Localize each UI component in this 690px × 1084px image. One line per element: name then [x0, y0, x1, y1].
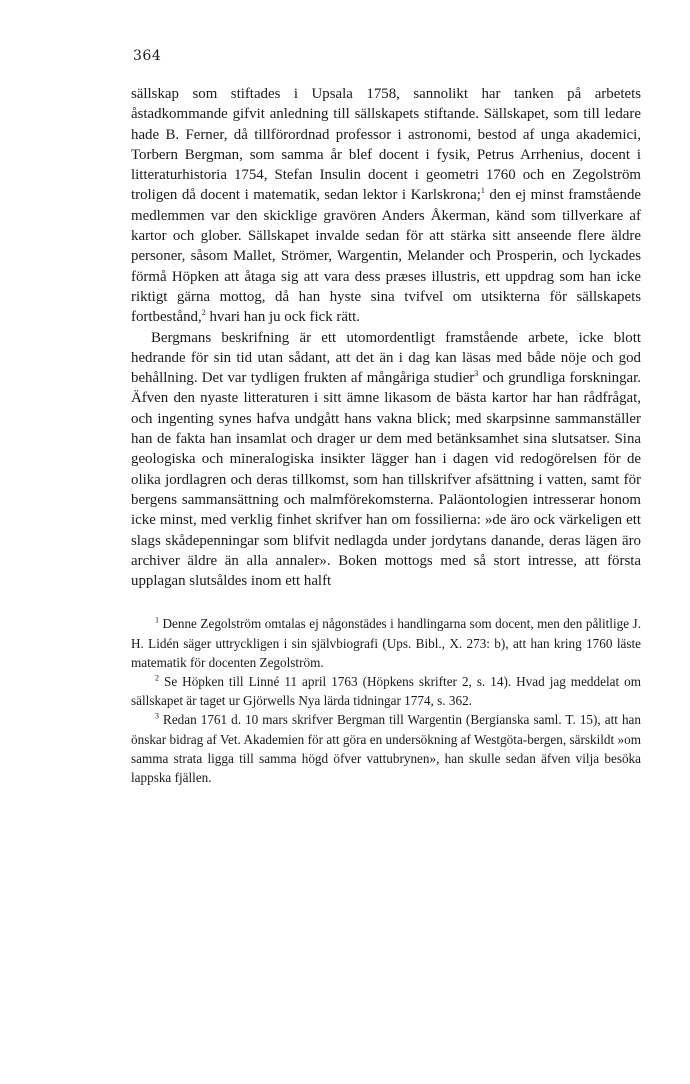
footnote-3 — [131, 710, 641, 787]
footnote-1-text: Denne Zegolström omtalas ej någonstädes i handlingarna som docent, men den pålitlige J. H. Lidén säger uttryckligen i sin självbiografi (Ups. Bibl., X. 273: b), att han kring 1760 läste matematik för docenten Zegolström. — [131, 616, 641, 670]
footnote-2-text: Se Höpken till Linné 11 april 1763 (Höpkens skrifter 2, s. 14). Hvad jag meddelat om sällskapet är taget ur Gjörwells Nya lärda tidningar 1774, s. 362. — [131, 674, 641, 709]
footnote-3-text: Redan 1761 d. 10 mars skrifver Bergman till Wargentin (Bergianska saml. T. 15), att han önskar bidrag af Vet. Akademien för att göra en undersökning af Westgöta-bergen, särskildt »om samma strata ligga till samma högd öfver vattubrynen», han skulle sedan äfven vilja besöka lappska fjällen. — [131, 712, 641, 786]
footnote-2-mark: 2 — [155, 673, 159, 683]
footnotes — [131, 614, 641, 787]
footnote-1 — [131, 614, 641, 672]
main-text — [131, 84, 641, 591]
paragraph-1-part-2: den ej minst framstående medlemmen var den skicklige gravören Anders Åkerman, känd som tillverkare af kartor och glober. Sällskapet invalde sedan för att stärka sitt anseende flere äldre personer, såsom Mallet, Strömer, Wargentin, Melander och Prosperin, och lyckades förmå Höpken att åtaga sig att vara dess præses illustris, ett uppdrag som han icke riktigt gärna mottog, då han hyste sina tvifvel om utsikterna för sällskapets fortbestånd, — [131, 187, 641, 326]
paragraph-1-part-3: hvari han ju ock fick rätt. — [205, 309, 360, 326]
footnote-1-mark: 1 — [155, 616, 159, 626]
footnote-2 — [131, 672, 641, 710]
footnote-3-mark: 3 — [155, 712, 159, 722]
footnote-ref-3[interactable]: 3 — [474, 369, 479, 379]
paragraph-2-part-1: Bergmans beskrifning är ett utomordentligt framstående arbete, icke blott hedrande för sin tid utan sådant, att det än i dag kan läsas med både nöje och god behållning. Det var tydligen frukten af mångåriga studier — [131, 329, 641, 387]
paragraph-1-part-1: sällskap som stiftades i Upsala 1758, sannolikt har tanken på arbetets åstadkommande gifvit anledning till sällskapets stiftande. Sällskapet, som till ledare hade B. Ferner, då tillförordnad professor i astronomi, bestod af unga akademici, Torbern Bergman, som samma år blef docent i fysik, Petrus Arrhenius, docent i litteraturhistoria 1754, Stefan Insulin docent i geometri 1760 och en Zegolström troligen då docent i matematik, sedan lektor i Karlskrona; — [131, 86, 641, 204]
paragraph-2 — [131, 328, 641, 592]
book-page — [131, 46, 641, 787]
paragraph-2-part-2: och grundliga forskningar. Äfven den nyaste litteraturen i sitt ämne likasom de bästa kartor har han rådfrågat, och ingenting synes hafva undgått hans vakna blick; med skarpsinne sammanställer han de fakta han insamlat och drager ur dem med betänksamhet sina slutsatser. Sina geologiska och mineralogiska insikter lägger han i dagen vid redogörelsen för de olika jordlagren och deras tillkomst, som han tillskrifver afsättning i vatten, samt för bergens sammansättning och malmförekomsterna. Paläontologien intresserar honom icke minst, med verklig finhet skrifver han om fossilierna: »de äro ock värkeligen ett slags skådepenningar som blifvit nedlagda under jordytans danande, deras lägen äro archiver äldre än alla annaler». Boken mottogs med så stort intresse, att första upplagan slutsåldes inom ett halft — [131, 370, 642, 590]
paragraph-1 — [131, 84, 641, 328]
footnote-ref-2[interactable]: 2 — [201, 308, 206, 318]
page-number: 364 — [133, 48, 162, 64]
footnote-ref-1[interactable]: 1 — [480, 186, 485, 196]
